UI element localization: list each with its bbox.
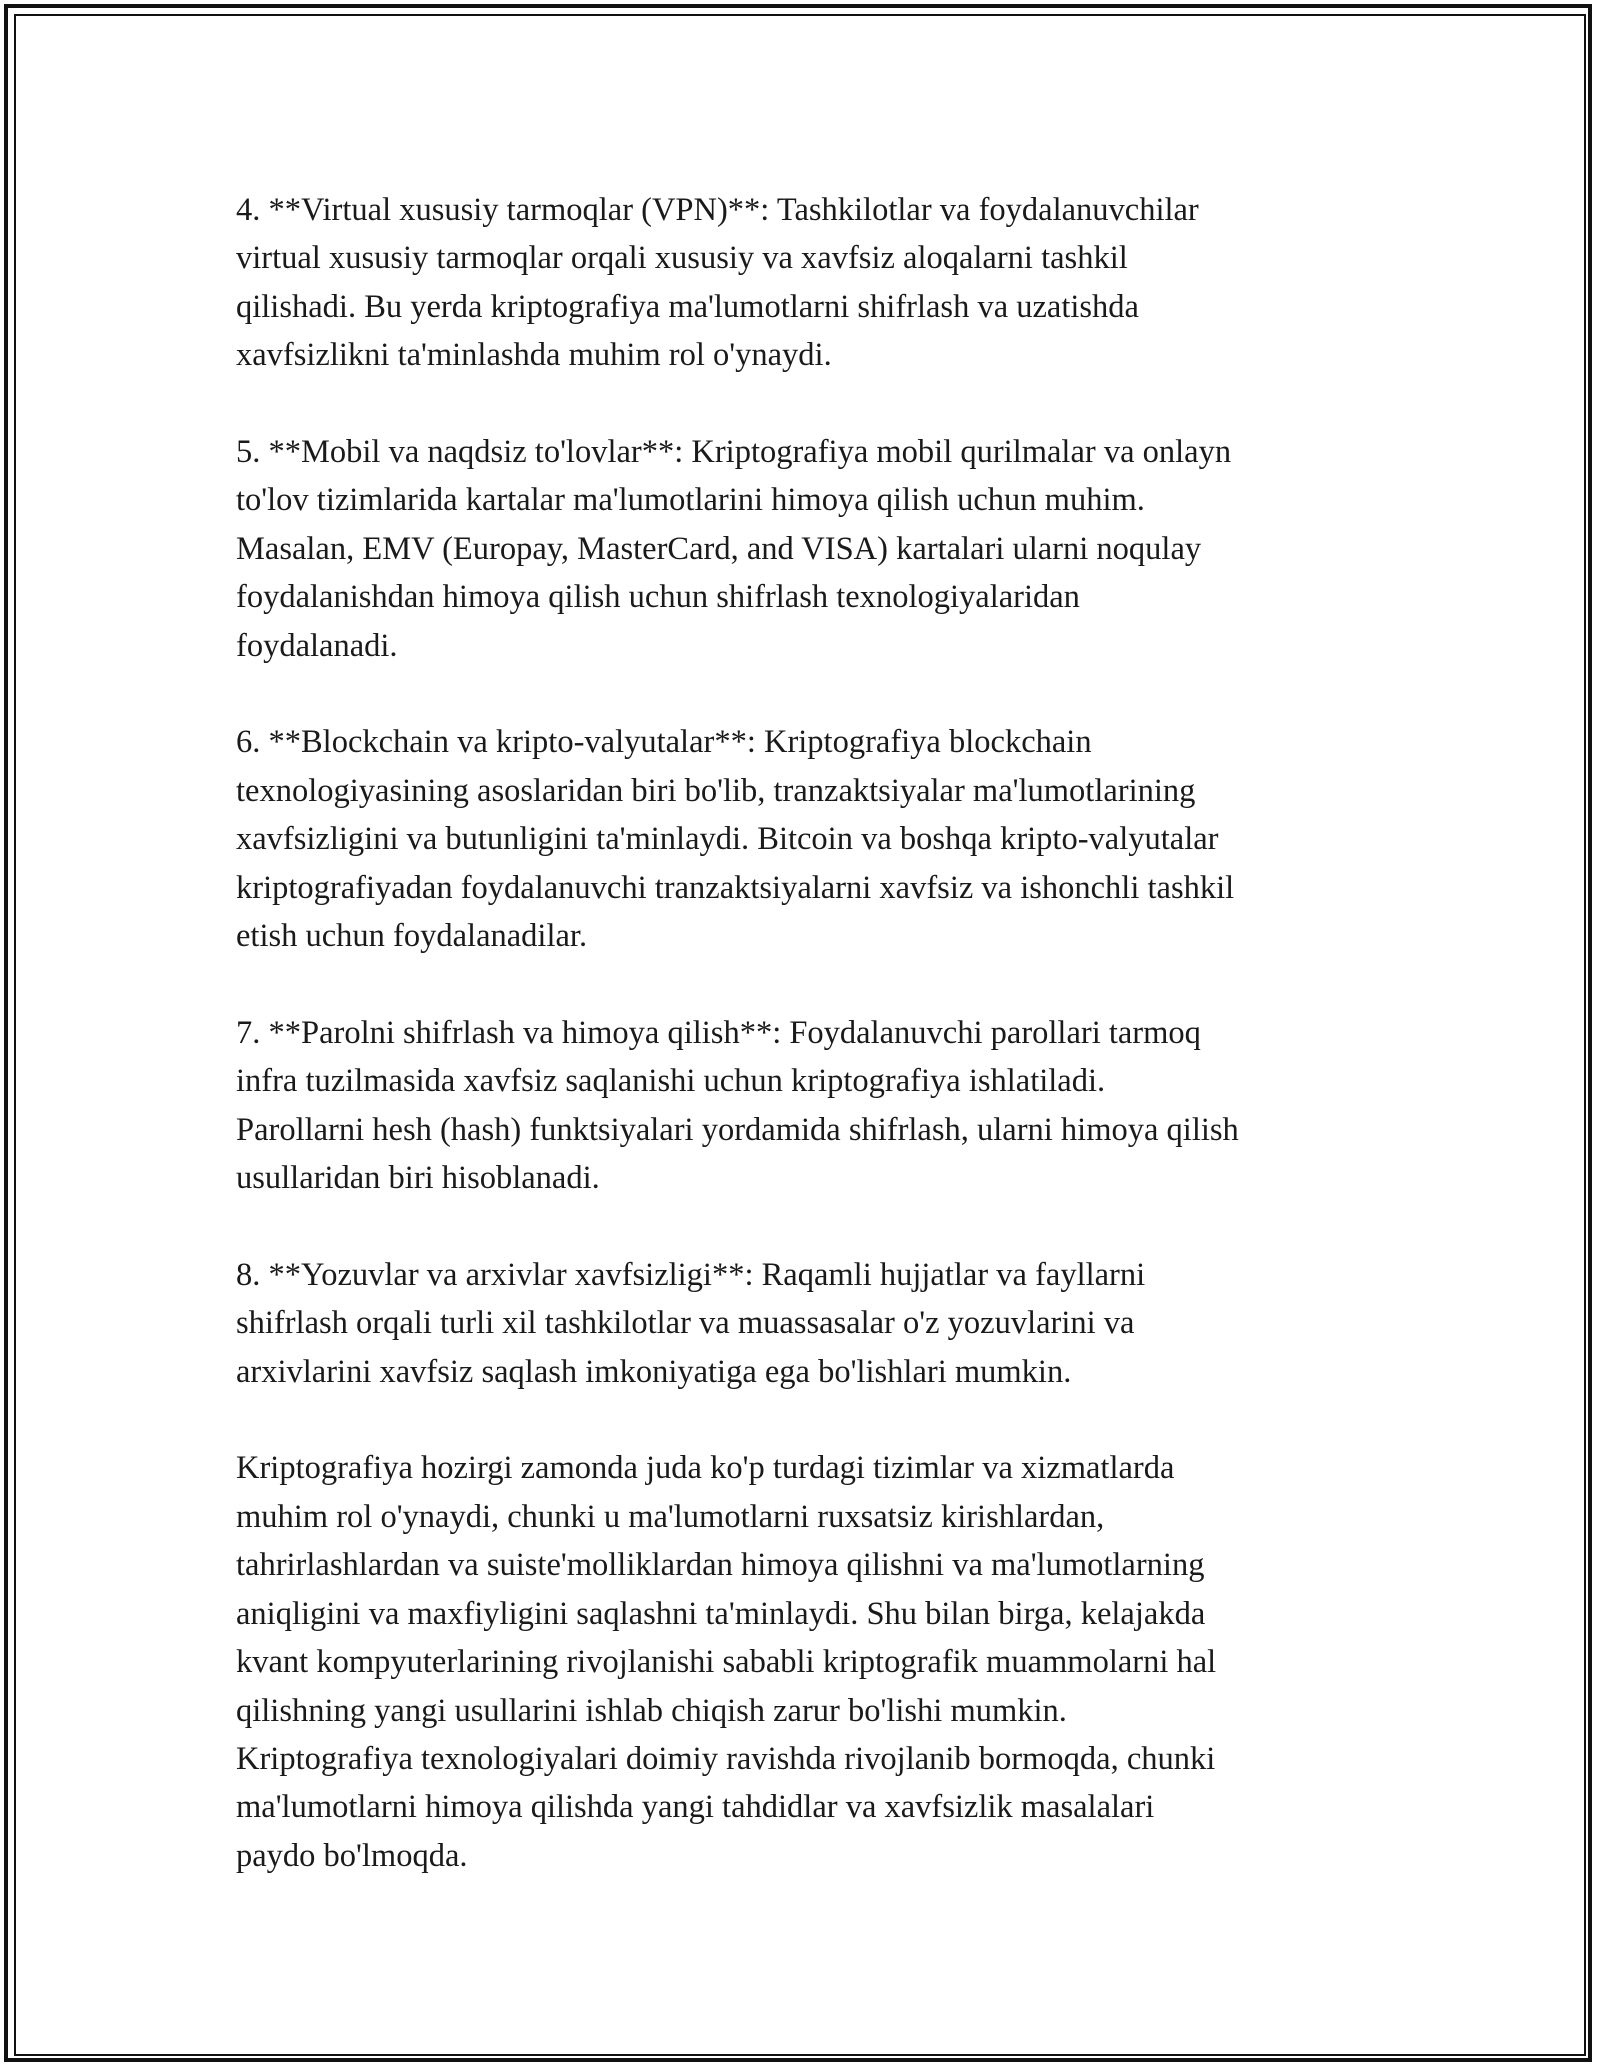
document-body <box>236 186 1416 1880</box>
text-line: 5. **Mobil va naqdsiz to'lovlar**: Kriptografiya mobil qurilmalar va onlayn <box>236 434 1232 471</box>
text-line: kvant kompyuterlarining rivojlanishi sababli kriptografik muammolarni hal <box>236 1644 1217 1681</box>
text-line: xavfsizligini va butunligini ta'minlaydi. Bitcoin va boshqa kripto-valyutalar <box>236 821 1219 858</box>
text-line: aniqligini va maxfiyligini saqlashni ta'minlaydi. Shu bilan birga, kelajakda <box>236 1595 1206 1632</box>
text-line: virtual xususiy tarmoqlar orqali xususiy va xavfsiz aloqalarni tashkil <box>236 240 1128 277</box>
paragraph-conclusion <box>236 1444 1416 1880</box>
text-line: muhim rol o'ynaydi, chunki u ma'lumotlarni ruxsatsiz kirishlardan, <box>236 1498 1105 1535</box>
text-line: 8. **Yozuvlar va arxivlar xavfsizligi**: Raqamli hujjatlar va fayllarni <box>236 1256 1146 1293</box>
text-line: infra tuzilmasida xavfsiz saqlanishi uchun kriptografiya ishlatiladi. <box>236 1063 1106 1100</box>
text-line: etish uchun foydalanadilar. <box>236 918 588 955</box>
text-line: arxivlarini xavfsiz saqlash imkoniyatiga ega bo'lishlari mumkin. <box>236 1353 1072 1390</box>
text-line: foydalanadi. <box>236 627 398 664</box>
text-line: ma'lumotlarni himoya qilishda yangi tahdidlar va xavfsizlik masalalari <box>236 1789 1155 1826</box>
text-line: tahrirlashlardan va suiste'molliklardan himoya qilishni va ma'lumotlarning <box>236 1547 1205 1584</box>
text-line: paydo bo'lmoqda. <box>236 1837 468 1874</box>
text-line: Masalan, EMV (Europay, MasterCard, and VISA) kartalari ularni noqulay <box>236 530 1202 567</box>
text-line: shifrlash orqali turli xil tashkilotlar va muassasalar o'z yozuvlarini va <box>236 1305 1135 1342</box>
text-line: texnologiyasining asoslaridan biri bo'lib, tranzaktsiyalar ma'lumotlarining <box>236 772 1196 809</box>
text-line: 4. **Virtual xususiy tarmoqlar (VPN)**: Tashkilotlar va foydalanuvchilar <box>236 192 1199 228</box>
text-line: 6. **Blockchain va kripto-valyutalar**: Kriptografiya blockchain <box>236 724 1092 761</box>
paragraph-vpn <box>236 186 1416 380</box>
text-line: 7. **Parolni shifrlash va himoya qilish**: Foydalanuvchi parollari tarmoq <box>236 1014 1201 1051</box>
text-line: usullaridan biri hisoblanadi. <box>236 1160 600 1197</box>
paragraph-password-encryption <box>236 1009 1416 1203</box>
text-line: xavfsizlikni ta'minlashda muhim rol o'ynaydi. <box>236 337 832 374</box>
text-line: qilishning yangi usullarini ishlab chiqish zarur bo'lishi mumkin. <box>236 1692 1067 1729</box>
paragraph-blockchain <box>236 718 1416 960</box>
text-line: Parollarni hesh (hash) funktsiyalari yordamida shifrlash, ularni himoya qilish <box>236 1111 1239 1148</box>
text-line: kriptografiyadan foydalanuvchi tranzaktsiyalarni xavfsiz va ishonchli tashkil <box>236 869 1235 906</box>
paragraph-mobile-payments <box>236 428 1416 670</box>
text-line: to'lov tizimlarida kartalar ma'lumotlarini himoya qilish uchun muhim. <box>236 482 1145 519</box>
paragraph-records-security <box>236 1251 1416 1396</box>
text-line: foydalanishdan himoya qilish uchun shifrlash texnologiyalaridan <box>236 579 1080 616</box>
text-line: qilishadi. Bu yerda kriptografiya ma'lumotlarni shifrlash va uzatishda <box>236 288 1139 325</box>
text-line: Kriptografiya texnologiyalari doimiy ravishda rivojlanib bormoqda, chunki <box>236 1740 1216 1777</box>
text-line: Kriptografiya hozirgi zamonda juda ko'p turdagi tizimlar va xizmatlarda <box>236 1450 1175 1487</box>
